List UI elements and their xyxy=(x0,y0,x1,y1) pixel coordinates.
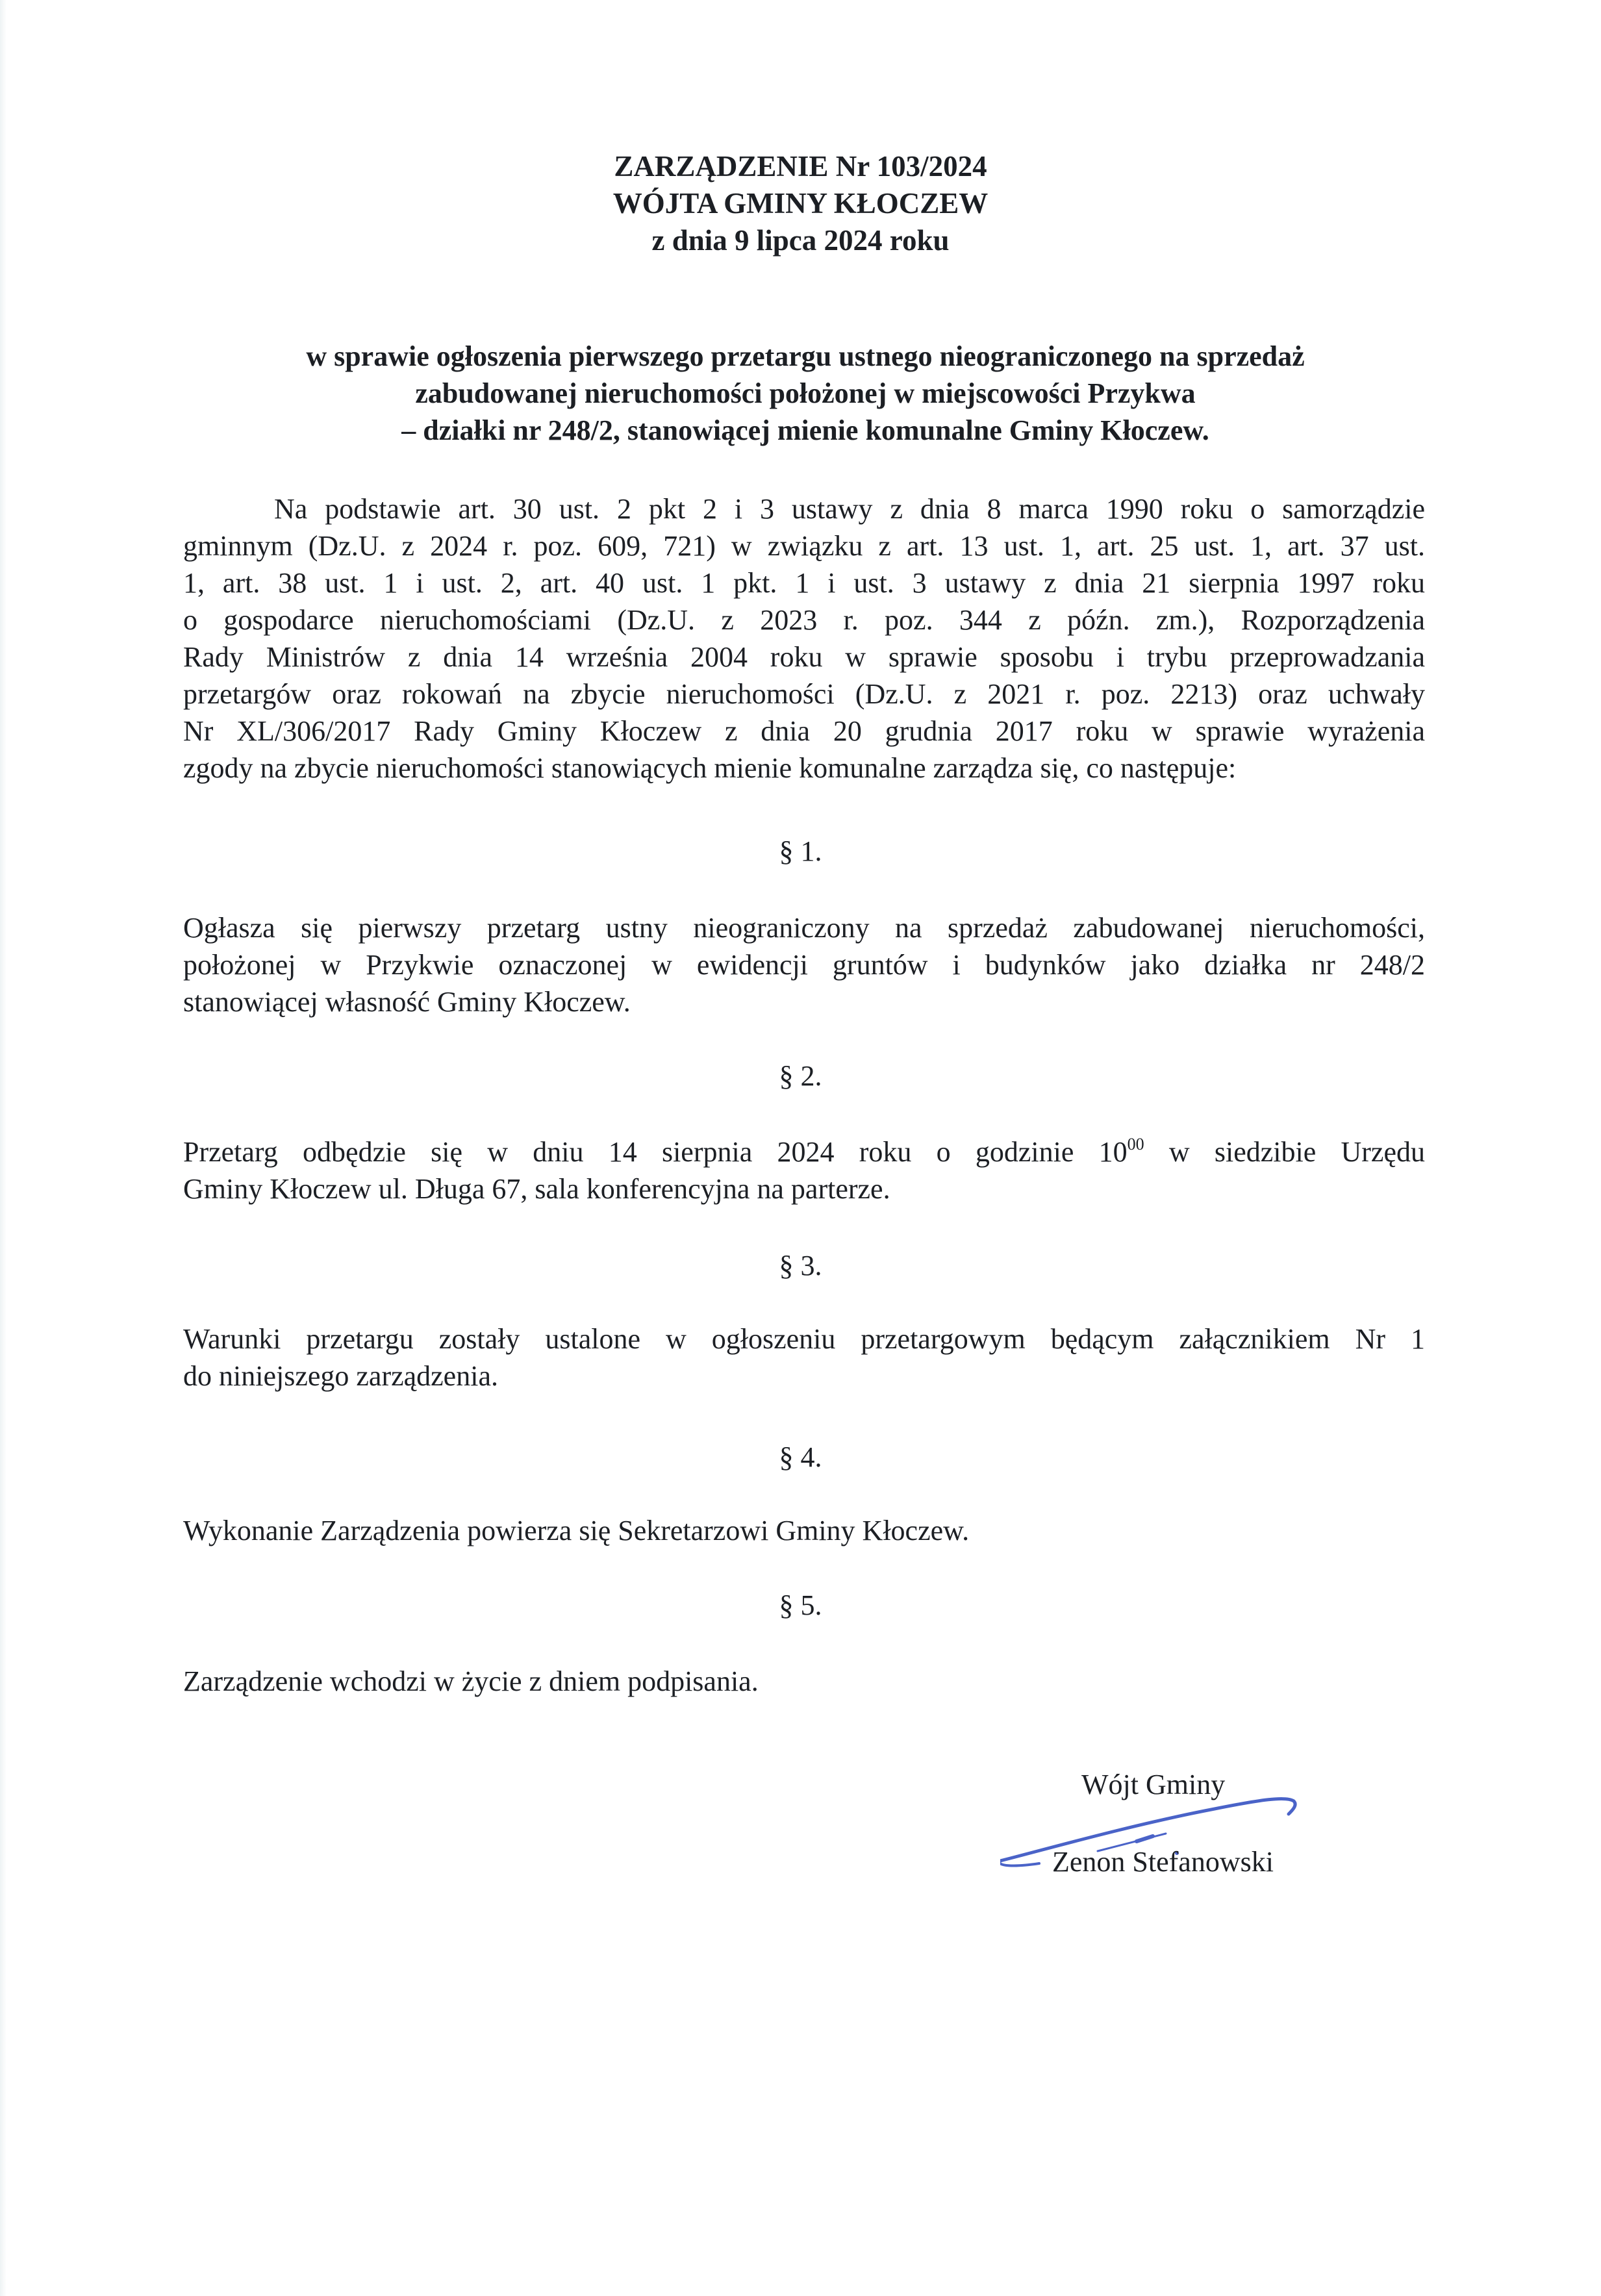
auction-time-minutes: 00 xyxy=(1127,1135,1144,1154)
subject-line: w sprawie ogłoszenia pierwszego przetargu ustnego nieograniczonego na sprzedaż xyxy=(306,340,1305,372)
section-line: stanowiącej własność Gminy Kłoczew. xyxy=(183,986,631,1018)
preamble-line: Nr XL/306/2017 Rady Gminy Kłoczew z dnia 20 grudnia 2017 roku w sprawie wyrażenia xyxy=(183,715,1425,747)
auction-date-text: Przetarg odbędzie się w dniu 14 sierpnia 2024 roku o godzinie 10 xyxy=(183,1136,1128,1168)
section-mark-5: § 5. xyxy=(779,1589,822,1621)
section-5-text xyxy=(183,1663,1425,1700)
preamble-line: Na podstawie art. 30 ust. 2 pkt 2 i 3 ustawy z dnia 8 marca 1990 roku o samorządzie xyxy=(274,493,1425,525)
signatory-title: Wójt Gminy xyxy=(1081,1769,1226,1800)
section-line: Ogłasza się pierwszy przetarg ustny nieograniczony na sprzedaż zabudowanej nieruchomości, xyxy=(183,912,1425,944)
preamble-line: zgody na zbycie nieruchomości stanowiących mienie komunalne zarządza się, co następuje: xyxy=(183,752,1237,784)
section-mark-2: § 2. xyxy=(779,1060,822,1092)
section-mark-3: § 3. xyxy=(779,1250,822,1281)
section-2-text xyxy=(183,1133,1425,1207)
ordinance-subject xyxy=(182,338,1429,449)
section-4-text xyxy=(183,1512,1425,1549)
section-line: Zarządzenie wchodzi w życie z dniem podpisania. xyxy=(183,1665,759,1697)
section-mark-4: § 4. xyxy=(779,1441,822,1473)
section-line: Wykonanie Zarządzenia powierza się Sekretarzowi Gminy Kłoczew. xyxy=(183,1515,970,1546)
auction-location-text: w siedzibie Urzędu xyxy=(1144,1136,1425,1168)
preamble-line: 1, art. 38 ust. 1 i ust. 2, art. 40 ust. 1 pkt. 1 i ust. 3 ustawy z dnia 21 sierpnia 1997 roku xyxy=(183,567,1425,599)
signatory-name: Zenon Stefanowski xyxy=(1052,1846,1274,1878)
ordinance-date: z dnia 9 lipca 2024 roku xyxy=(651,224,950,257)
signature-stroke-loop xyxy=(1000,1861,1039,1865)
subject-line: – działki nr 248/2, stanowiącej mienie komunalne Gminy Kłoczew. xyxy=(401,414,1209,446)
preamble xyxy=(183,490,1425,787)
ordinance-issuer: WÓJTA GMINY KŁOCZEW xyxy=(612,187,989,220)
section-line: do niniejszego zarządzenia. xyxy=(183,1360,498,1392)
section-line: położonej w Przykwie oznaczonej w ewidencji gruntów i budynków jako działka nr 248/2 xyxy=(183,949,1425,981)
ordinance-title: ZARZĄDZENIE Nr 103/2024 xyxy=(614,150,987,183)
signature-block xyxy=(1000,1763,1364,1893)
document-header xyxy=(0,148,1601,259)
section-line: Gminy Kłoczew ul. Długa 67, sala konferencyjna na parterze. xyxy=(183,1173,890,1205)
section-mark-1: § 1. xyxy=(779,835,822,867)
section-1-text xyxy=(183,909,1425,1020)
section-3-text xyxy=(183,1320,1425,1394)
preamble-line: Rady Ministrów z dnia 14 września 2004 roku w sprawie sposobu i trybu przeprowadzania xyxy=(183,641,1425,673)
subject-line: zabudowanej nieruchomości położonej w miejscowości Przykwa xyxy=(415,377,1196,409)
section-line xyxy=(183,1133,1425,1170)
signature-stroke-mark xyxy=(1137,1836,1153,1841)
section-line: Warunki przetargu zostały ustalone w ogłoszeniu przetargowym będącym załącznikiem Nr 1 xyxy=(183,1323,1425,1355)
preamble-line: gminnym (Dz.U. z 2024 r. poz. 609, 721) w związku z art. 13 ust. 1, art. 25 ust. 1, art. 37 ust. xyxy=(183,530,1425,562)
preamble-line: przetargów oraz rokowań na zbycie nieruchomości (Dz.U. z 2021 r. poz. 2213) oraz uchwały xyxy=(183,678,1425,710)
preamble-line: o gospodarce nieruchomościami (Dz.U. z 2023 r. poz. 344 z późn. zm.), Rozporządzenia xyxy=(183,604,1425,636)
